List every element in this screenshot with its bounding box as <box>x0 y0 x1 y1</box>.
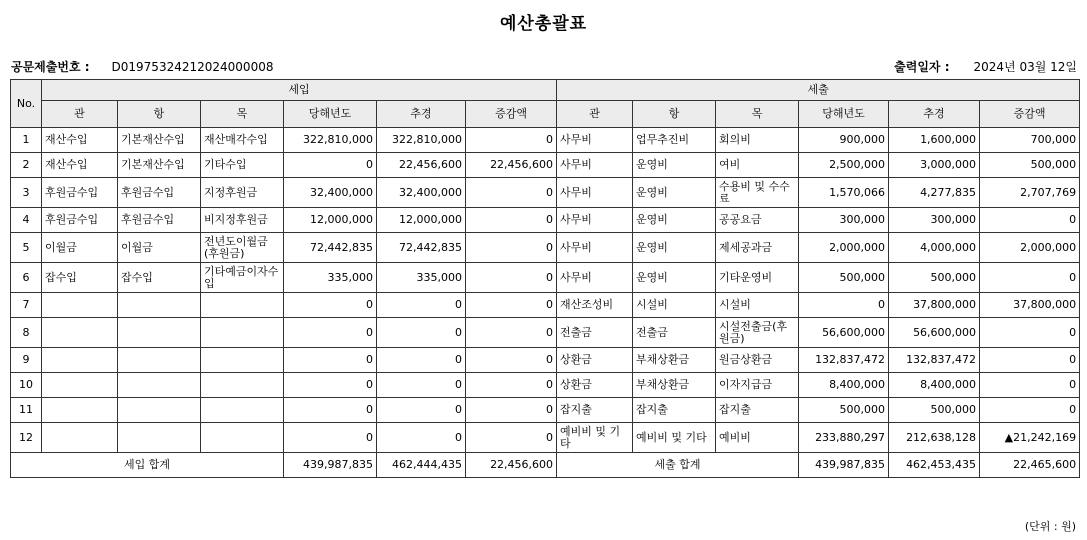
income-gwan-cell: 재산수입 <box>42 153 118 178</box>
expense-mok-cell: 시설비 <box>716 293 799 318</box>
income-mok-cell: 지정후원금 <box>201 178 284 208</box>
income-current-cell: 32,400,000 <box>284 178 377 208</box>
income-mok-cell <box>201 318 284 348</box>
table-body <box>11 128 1080 453</box>
submission-info <box>11 58 273 75</box>
income-mok-cell <box>201 373 284 398</box>
table-row <box>11 318 1080 348</box>
income-gwan-cell <box>42 373 118 398</box>
income-mok-cell: 전년도이월금(후원금) <box>201 233 284 263</box>
income-difference-cell: 0 <box>466 348 557 373</box>
income-difference-cell: 22,456,600 <box>466 153 557 178</box>
income-mok-cell <box>201 398 284 423</box>
submission-label: 공문제출번호 : <box>11 60 90 74</box>
income-current-cell: 0 <box>284 348 377 373</box>
row-number-cell: 2 <box>11 153 42 178</box>
income-hang-cell <box>118 293 201 318</box>
header-no: No. <box>11 80 42 128</box>
income-current-cell: 0 <box>284 398 377 423</box>
expense-supplementary-cell: 4,000,000 <box>889 233 980 263</box>
income-current-cell: 12,000,000 <box>284 208 377 233</box>
expense-difference-cell: 0 <box>980 348 1080 373</box>
income-supplementary-cell: 0 <box>377 373 466 398</box>
income-supplementary-cell: 72,442,835 <box>377 233 466 263</box>
expense-gwan-cell: 예비비 및 기타 <box>557 423 633 453</box>
expense-supplementary-cell: 212,638,128 <box>889 423 980 453</box>
row-number-cell: 4 <box>11 208 42 233</box>
income-difference-cell: 0 <box>466 178 557 208</box>
income-gwan-cell: 재산수입 <box>42 128 118 153</box>
income-supplementary-cell: 12,000,000 <box>377 208 466 233</box>
income-difference-cell: 0 <box>466 373 557 398</box>
income-total-label: 세입 합계 <box>11 453 284 478</box>
expense-mok-cell: 여비 <box>716 153 799 178</box>
expense-hang-cell: 전출금 <box>633 318 716 348</box>
income-supplementary-cell: 0 <box>377 423 466 453</box>
row-number-cell: 8 <box>11 318 42 348</box>
expense-mok-cell: 기타운영비 <box>716 263 799 293</box>
expense-gwan-cell: 사무비 <box>557 263 633 293</box>
expense-supplementary-cell: 8,400,000 <box>889 373 980 398</box>
expense-supplementary-cell: 3,000,000 <box>889 153 980 178</box>
row-number-cell: 1 <box>11 128 42 153</box>
income-mok-cell: 비지정후원금 <box>201 208 284 233</box>
income-difference-cell: 0 <box>466 233 557 263</box>
row-number-cell: 5 <box>11 233 42 263</box>
income-gwan-cell: 잡수입 <box>42 263 118 293</box>
expense-supplementary-cell: 132,837,472 <box>889 348 980 373</box>
income-supplementary-cell: 0 <box>377 398 466 423</box>
expense-gwan-cell: 사무비 <box>557 128 633 153</box>
income-hang-cell: 기본재산수입 <box>118 128 201 153</box>
expense-difference-cell: 0 <box>980 398 1080 423</box>
income-difference-cell: 0 <box>466 423 557 453</box>
income-mok-cell: 기타수입 <box>201 153 284 178</box>
header-expense-mok: 목 <box>716 101 799 128</box>
expense-mok-cell: 시설전출금(후원금) <box>716 318 799 348</box>
row-number-cell: 3 <box>11 178 42 208</box>
income-gwan-cell <box>42 423 118 453</box>
header-expense-difference: 증감액 <box>980 101 1080 128</box>
income-gwan-cell: 후원금수입 <box>42 208 118 233</box>
expense-mok-cell: 잡지출 <box>716 398 799 423</box>
page-title: 예산총괄표 <box>499 14 588 34</box>
row-number-cell: 12 <box>11 423 42 453</box>
expense-hang-cell: 부채상환금 <box>633 348 716 373</box>
expense-hang-cell: 예비비 및 기타 <box>633 423 716 453</box>
expense-difference-cell: 2,707,769 <box>980 178 1080 208</box>
income-mok-cell: 재산매각수입 <box>201 128 284 153</box>
income-difference-cell: 0 <box>466 128 557 153</box>
expense-mok-cell: 공공요금 <box>716 208 799 233</box>
expense-current-cell: 2,000,000 <box>799 233 889 263</box>
expense-gwan-cell: 잡지출 <box>557 398 633 423</box>
print-date-label: 출력일자 : <box>894 60 950 74</box>
row-number-cell: 11 <box>11 398 42 423</box>
income-gwan-cell <box>42 348 118 373</box>
income-difference-cell: 0 <box>466 318 557 348</box>
expense-supplementary-cell: 4,277,835 <box>889 178 980 208</box>
expense-mok-cell: 이자지급금 <box>716 373 799 398</box>
expense-current-cell: 1,570,066 <box>799 178 889 208</box>
income-current-cell: 0 <box>284 318 377 348</box>
income-current-cell: 72,442,835 <box>284 233 377 263</box>
expense-difference-cell: ▲21,242,169 <box>980 423 1080 453</box>
table-row <box>11 373 1080 398</box>
income-supplementary-cell: 0 <box>377 348 466 373</box>
income-mok-cell <box>201 423 284 453</box>
income-hang-cell <box>118 373 201 398</box>
income-current-cell: 0 <box>284 293 377 318</box>
expense-hang-cell: 업무추진비 <box>633 128 716 153</box>
unit-note: (단위 : 원) <box>1024 520 1076 533</box>
expense-total-supplementary: 462,453,435 <box>889 453 980 478</box>
income-hang-cell <box>118 423 201 453</box>
expense-supplementary-cell: 37,800,000 <box>889 293 980 318</box>
header-expense-hang: 항 <box>633 101 716 128</box>
income-supplementary-cell: 32,400,000 <box>377 178 466 208</box>
header-income-supplementary: 추경 <box>377 101 466 128</box>
expense-mok-cell: 회의비 <box>716 128 799 153</box>
row-number-cell: 10 <box>11 373 42 398</box>
income-difference-cell: 0 <box>466 398 557 423</box>
income-hang-cell: 후원금수입 <box>118 208 201 233</box>
income-difference-cell: 0 <box>466 208 557 233</box>
print-date: 2024년 03월 12일 <box>973 60 1077 74</box>
table-row <box>11 398 1080 423</box>
header-expense-current: 당해년도 <box>799 101 889 128</box>
expense-current-cell: 500,000 <box>799 398 889 423</box>
table-row <box>11 178 1080 208</box>
income-supplementary-cell: 322,810,000 <box>377 128 466 153</box>
row-number-cell: 7 <box>11 293 42 318</box>
income-gwan-cell <box>42 318 118 348</box>
submission-number: D01975324212024000008 <box>111 60 274 74</box>
totals-row <box>11 453 1080 478</box>
expense-hang-cell: 운영비 <box>633 233 716 263</box>
expense-current-cell: 56,600,000 <box>799 318 889 348</box>
income-gwan-cell: 이월금 <box>42 233 118 263</box>
expense-current-cell: 300,000 <box>799 208 889 233</box>
header-income-hang: 항 <box>118 101 201 128</box>
table-row <box>11 208 1080 233</box>
expense-difference-cell: 37,800,000 <box>980 293 1080 318</box>
expense-hang-cell: 운영비 <box>633 263 716 293</box>
row-number-cell: 6 <box>11 263 42 293</box>
income-hang-cell <box>118 398 201 423</box>
print-info <box>894 58 1077 75</box>
expense-gwan-cell: 사무비 <box>557 178 633 208</box>
income-current-cell: 335,000 <box>284 263 377 293</box>
expense-gwan-cell: 재산조성비 <box>557 293 633 318</box>
expense-hang-cell: 부채상환금 <box>633 373 716 398</box>
income-supplementary-cell: 0 <box>377 318 466 348</box>
expense-difference-cell: 0 <box>980 208 1080 233</box>
expense-hang-cell: 시설비 <box>633 293 716 318</box>
expense-hang-cell: 잡지출 <box>633 398 716 423</box>
expense-current-cell: 233,880,297 <box>799 423 889 453</box>
income-gwan-cell <box>42 398 118 423</box>
income-hang-cell <box>118 348 201 373</box>
row-number-cell: 9 <box>11 348 42 373</box>
table-row <box>11 348 1080 373</box>
expense-hang-cell: 운영비 <box>633 208 716 233</box>
income-supplementary-cell: 22,456,600 <box>377 153 466 178</box>
income-hang-cell: 잡수입 <box>118 263 201 293</box>
header-income-mok: 목 <box>201 101 284 128</box>
expense-difference-cell: 500,000 <box>980 153 1080 178</box>
income-hang-cell: 기본재산수입 <box>118 153 201 178</box>
expense-difference-cell: 0 <box>980 373 1080 398</box>
expense-supplementary-cell: 500,000 <box>889 398 980 423</box>
expense-mok-cell: 제세공과금 <box>716 233 799 263</box>
table-row <box>11 263 1080 293</box>
expense-difference-cell: 0 <box>980 263 1080 293</box>
budget-summary-table <box>10 79 1080 478</box>
income-difference-cell: 0 <box>466 263 557 293</box>
income-current-cell: 0 <box>284 373 377 398</box>
expense-difference-cell: 700,000 <box>980 128 1080 153</box>
expense-supplementary-cell: 56,600,000 <box>889 318 980 348</box>
expense-current-cell: 900,000 <box>799 128 889 153</box>
income-mok-cell <box>201 293 284 318</box>
expense-supplementary-cell: 1,600,000 <box>889 128 980 153</box>
expense-current-cell: 0 <box>799 293 889 318</box>
income-current-cell: 0 <box>284 153 377 178</box>
income-hang-cell <box>118 318 201 348</box>
expense-total-difference: 22,465,600 <box>980 453 1080 478</box>
expense-supplementary-cell: 300,000 <box>889 208 980 233</box>
income-mok-cell: 기타예금이자수입 <box>201 263 284 293</box>
expense-supplementary-cell: 500,000 <box>889 263 980 293</box>
expense-gwan-cell: 사무비 <box>557 208 633 233</box>
income-mok-cell <box>201 348 284 373</box>
expense-gwan-cell: 상환금 <box>557 373 633 398</box>
expense-mok-cell: 원금상환금 <box>716 348 799 373</box>
expense-current-cell: 2,500,000 <box>799 153 889 178</box>
expense-gwan-cell: 사무비 <box>557 153 633 178</box>
expense-difference-cell: 0 <box>980 318 1080 348</box>
table-row <box>11 128 1080 153</box>
income-total-difference: 22,456,600 <box>466 453 557 478</box>
expense-mok-cell: 수용비 및 수수료 <box>716 178 799 208</box>
income-gwan-cell <box>42 293 118 318</box>
expense-current-cell: 8,400,000 <box>799 373 889 398</box>
table-row <box>11 233 1080 263</box>
expense-current-cell: 132,837,472 <box>799 348 889 373</box>
expense-hang-cell: 운영비 <box>633 153 716 178</box>
income-total-current: 439,987,835 <box>284 453 377 478</box>
expense-difference-cell: 2,000,000 <box>980 233 1080 263</box>
table-row <box>11 423 1080 453</box>
expense-mok-cell: 예비비 <box>716 423 799 453</box>
header-income-difference: 증감액 <box>466 101 557 128</box>
expense-gwan-cell: 사무비 <box>557 233 633 263</box>
income-total-supplementary: 462,444,435 <box>377 453 466 478</box>
expense-gwan-cell: 전출금 <box>557 318 633 348</box>
income-current-cell: 0 <box>284 423 377 453</box>
header-income-current: 당해년도 <box>284 101 377 128</box>
header-income: 세입 <box>42 80 557 101</box>
income-supplementary-cell: 0 <box>377 293 466 318</box>
expense-total-current: 439,987,835 <box>799 453 889 478</box>
header-income-gwan: 관 <box>42 101 118 128</box>
header-expense: 세출 <box>557 80 1080 101</box>
expense-total-label: 세출 합계 <box>557 453 799 478</box>
income-supplementary-cell: 335,000 <box>377 263 466 293</box>
expense-hang-cell: 운영비 <box>633 178 716 208</box>
expense-gwan-cell: 상환금 <box>557 348 633 373</box>
table-row <box>11 153 1080 178</box>
income-hang-cell: 이월금 <box>118 233 201 263</box>
income-difference-cell: 0 <box>466 293 557 318</box>
income-hang-cell: 후원금수입 <box>118 178 201 208</box>
header-expense-gwan: 관 <box>557 101 633 128</box>
income-current-cell: 322,810,000 <box>284 128 377 153</box>
income-gwan-cell: 후원금수입 <box>42 178 118 208</box>
header-expense-supplementary: 추경 <box>889 101 980 128</box>
table-row <box>11 293 1080 318</box>
expense-current-cell: 500,000 <box>799 263 889 293</box>
